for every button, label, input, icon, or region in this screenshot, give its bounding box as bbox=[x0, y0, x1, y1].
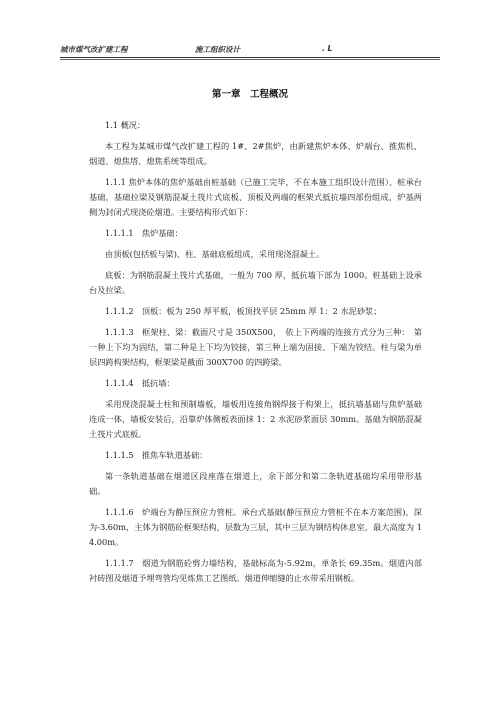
paragraph: 1.1 概况： bbox=[105, 120, 146, 130]
paragraph: 底板：为钢筋混凝土筏片式基础，一般为 700 厚，抵抗墙下部为 1000。桩基础上设承台及拉梁。 bbox=[89, 270, 422, 295]
page-header bbox=[60, 44, 440, 58]
paragraph: 1.1.1.4 抵抗墙： bbox=[105, 378, 175, 388]
chapter-title: 第一章 工程概况 bbox=[211, 89, 288, 100]
paragraph: 1.1.1 焦炉本体的焦炉基础由桩基础（已施工完毕，不在本施工组织设计范围）、桩承台基础，基础拉梁及钢筋混凝土筏片式底板、顶板及两端的框架式抵抗墙四部份组成，炉基两侧为封闭式现浇砼烟道。主要结构形式如下： bbox=[89, 177, 422, 217]
header-mark: . L bbox=[322, 44, 333, 53]
header-rule bbox=[60, 57, 440, 58]
header-project: 城市煤气改扩建工程 bbox=[60, 45, 128, 54]
paragraph: 第一条轨道基础在烟道区段座落在烟道上，余下部分和第二条轨道基础均采用带形基础。 bbox=[89, 471, 422, 496]
paragraph: 1.1.1.1 焦炉基础： bbox=[105, 228, 183, 238]
paragraph: 1.1.1.2 顶板：板为 250 厚平板，板顶找平层 25mm 厚 1：2 水泥砂浆； bbox=[105, 306, 382, 316]
paragraph: 由顶板(包括板与梁)、柱、基础底板组成，采用现浇混凝土。 bbox=[105, 249, 325, 259]
paragraph: 1.1.1.6 炉端台为静压预应力管桩。承台式基础(静压预应力管桩不在本方案范围)，深为-3.60m，主体为钢筋砼框架结构，层数为三层，其中三层为钢结构休息室，最大高度为 14.00m。 bbox=[89, 507, 422, 547]
paragraph: 1.1.1.7 烟道为钢筋砼剪力墙结构，基础标高为-5.92m，单条长 69.35m。烟道内部衬砖图及烟道予埋弯管均见炼焦工艺图纸。烟道伸缩缝的止水带采用钢板。 bbox=[89, 558, 422, 583]
paragraph: 1.1.1.3 框架柱、梁：截面尺寸是 350X500， 依上下两端的连接方式分为三种： 第一种上下均为固结，第二种是上下均为铰接，第三种上端为固接、下端为铰结。柱与梁为单层四跨构架结构，框架梁是截面 300X700 的四跨梁。 bbox=[89, 327, 422, 367]
paragraph: 1.1.1.5 推焦车轨道基础： bbox=[105, 450, 208, 460]
header-rule-thin bbox=[60, 59, 440, 60]
paragraph: 采用现浇混凝土柱和预制墙板，墙板用连接角钢焊接于构架上，抵抗墙基础与焦炉基础连成一体，墙板安装后，沿靠炉体侧板表面抹 1：2 水泥砂浆面层 30mm。基础为钢筋混凝土筏片式底板。 bbox=[89, 399, 422, 439]
paragraph: 本工程为某城市煤气改扩建工程的 1#、2#焦炉，由新建焦炉本体、炉端台、推焦机、烟道、熄焦塔、熄焦系统等组成。 bbox=[89, 141, 422, 166]
header-doc: 施工组织设计 bbox=[195, 45, 240, 54]
body-text bbox=[89, 118, 422, 592]
